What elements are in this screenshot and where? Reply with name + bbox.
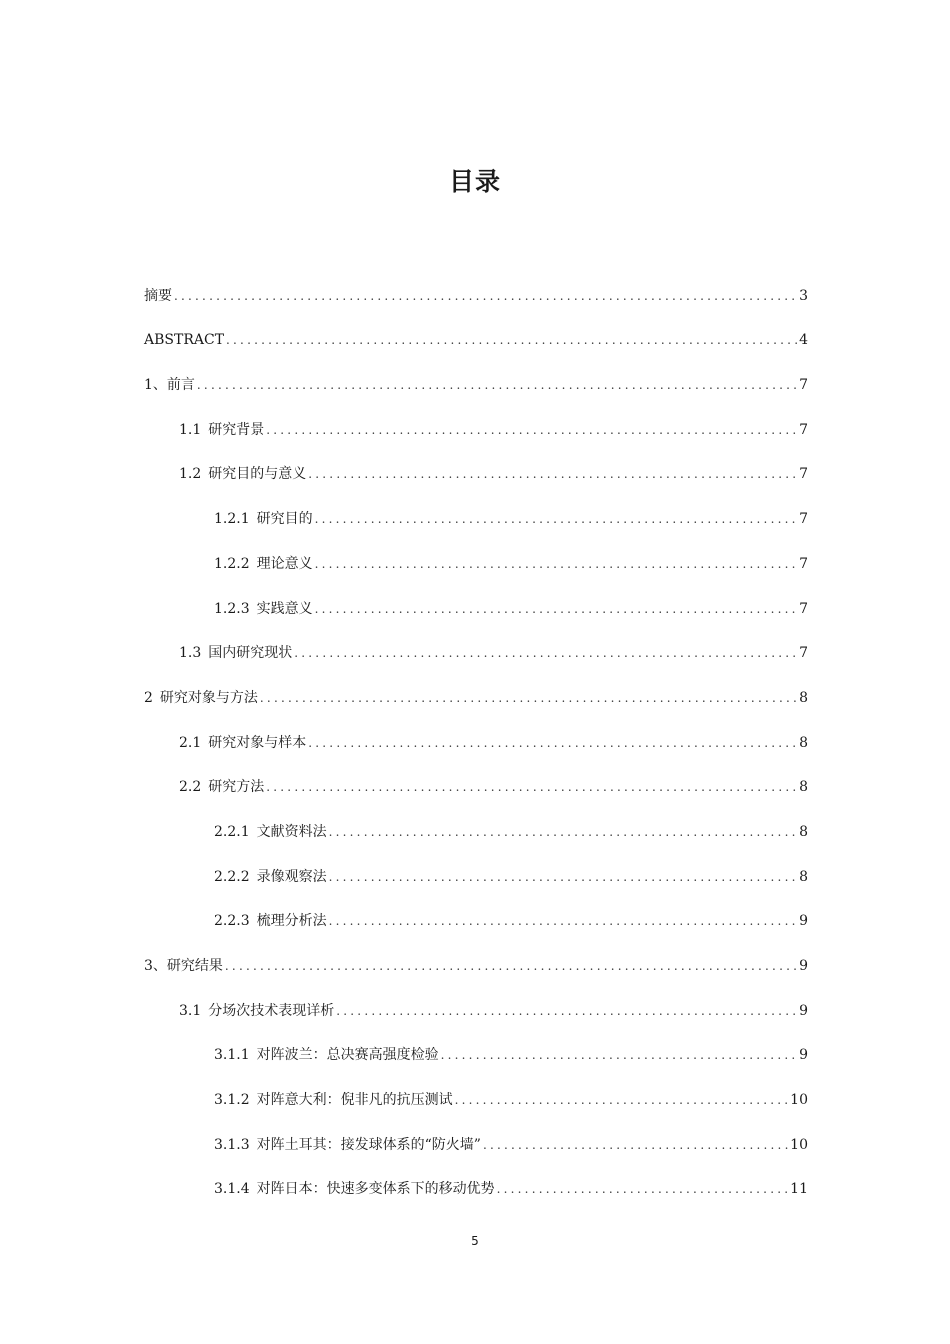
toc-entry[interactable]: [144, 668, 808, 713]
toc-dot-leader: [483, 1130, 788, 1160]
toc-entry-label: [214, 504, 315, 534]
toc-entry[interactable]: [144, 892, 808, 937]
toc-entry[interactable]: [144, 266, 808, 311]
toc-entry-number: 2.2.2: [214, 868, 250, 885]
toc-entry[interactable]: [144, 445, 808, 490]
toc-entry-number: 2: [144, 689, 153, 706]
toc-dot-leader: [329, 862, 797, 892]
toc-dot-leader: [308, 459, 797, 489]
toc-entry-text: 研究方法: [208, 779, 265, 796]
toc-entry[interactable]: [144, 802, 808, 847]
toc-dot-leader: [497, 1174, 789, 1204]
toc-dot-leader: [308, 728, 797, 758]
toc-entry-text: 文献资料法: [256, 823, 327, 840]
toc-entry-text: 摘要: [144, 287, 172, 304]
toc-entry-label: [179, 996, 336, 1026]
toc-entry-page: 4: [799, 332, 808, 349]
toc-entry-text: 研究目的: [256, 511, 313, 528]
toc-dot-leader: [315, 594, 797, 624]
toc-entry-label: [214, 549, 315, 579]
toc-entry[interactable]: [144, 981, 808, 1026]
toc-entry[interactable]: [144, 579, 808, 624]
toc-entry-number: 3.1.2: [214, 1092, 250, 1109]
toc-entry[interactable]: [144, 847, 808, 892]
toc-entry-page: 7: [799, 511, 808, 528]
toc-entry-number: 2.2: [179, 779, 202, 796]
toc-entry-label: [214, 817, 329, 847]
toc-entry-number: 2.1: [179, 734, 202, 751]
toc-entry-page: 7: [799, 377, 808, 394]
toc-entry-text: 录像观察法: [256, 868, 327, 885]
toc-entry-label: [179, 772, 266, 802]
toc-entry[interactable]: [144, 1026, 808, 1071]
toc-entry-text: 1、前言: [144, 377, 195, 394]
toc-entry-number: 3.1.4: [214, 1181, 250, 1198]
toc-entry-number: 1.2: [179, 466, 202, 483]
toc-entry-text: 研究目的与意义: [208, 466, 307, 483]
toc-entry-number: 3.1.3: [214, 1136, 250, 1153]
toc-dot-leader: [197, 370, 797, 400]
toc-entry-label: [214, 594, 315, 624]
toc-entry-label: [214, 1040, 441, 1070]
toc-entry[interactable]: [144, 534, 808, 579]
toc-entry-text: 国内研究现状: [208, 645, 293, 662]
toc-entry-text: 对阵土耳其：接发球体系的“防火墙”: [256, 1136, 481, 1153]
toc-entry-text: 研究背景: [208, 421, 265, 438]
toc-dot-leader: [225, 951, 797, 981]
toc-dot-leader: [315, 549, 797, 579]
toc-entry-text: 分场次技术表现详析: [208, 1002, 335, 1019]
toc-entry[interactable]: [144, 713, 808, 758]
toc-entry-number: 2.2.3: [214, 913, 250, 930]
toc-entry-label: [144, 281, 174, 311]
toc-entry[interactable]: [144, 311, 808, 356]
toc-entry-text: 对阵日本：快速多变体系下的移动优势: [256, 1181, 495, 1198]
toc-entry-label: [214, 906, 329, 936]
toc-entry-page: 9: [799, 913, 808, 930]
toc-entry-page: 8: [799, 734, 808, 751]
toc-entry[interactable]: [144, 400, 808, 445]
toc-entry[interactable]: [144, 489, 808, 534]
toc-dot-leader: [294, 638, 797, 668]
toc-entry[interactable]: [144, 758, 808, 803]
toc-entry-page: 7: [799, 645, 808, 662]
toc-dot-leader: [329, 817, 797, 847]
toc-entry-number: 1.2.1: [214, 511, 250, 528]
toc-entry-page: 11: [790, 1181, 808, 1198]
table-of-contents: [144, 266, 808, 1204]
toc-entry-text: 3、研究结果: [144, 958, 223, 974]
toc-entry-page: 9: [799, 958, 808, 974]
toc-entry-page: 7: [799, 555, 808, 572]
toc-entry[interactable]: [144, 1160, 808, 1205]
toc-entry-text: ABSTRACT: [144, 332, 225, 349]
toc-entry-label: [214, 1130, 483, 1160]
toc-dot-leader: [329, 906, 797, 936]
toc-entry-page: 8: [799, 823, 808, 840]
toc-entry-text: 梳理分析法: [256, 913, 327, 930]
toc-title: 目录: [448, 167, 501, 196]
toc-entry[interactable]: [144, 624, 808, 669]
page-number: 5: [471, 1234, 479, 1248]
toc-dot-leader: [315, 504, 797, 534]
toc-entry-number: 1.3: [179, 645, 202, 662]
toc-entry-label: [214, 862, 329, 892]
toc-entry-page: 8: [799, 689, 808, 706]
toc-dot-leader: [441, 1040, 797, 1070]
toc-entry-label: [179, 638, 294, 668]
toc-entry[interactable]: [144, 936, 808, 981]
toc-entry-label: [144, 683, 260, 713]
toc-entry-label: [214, 1174, 497, 1204]
toc-entry-text: 对阵波兰：总决赛高强度检验: [256, 1047, 439, 1064]
toc-entry-text: 实践意义: [256, 600, 313, 617]
toc-entry-page: 10: [790, 1092, 808, 1109]
toc-entry-label: [214, 1085, 455, 1115]
toc-entry-label: [179, 459, 308, 489]
toc-dot-leader: [260, 683, 797, 713]
toc-dot-leader: [336, 996, 797, 1026]
toc-entry[interactable]: [144, 1070, 808, 1115]
toc-dot-leader: [266, 415, 797, 445]
toc-dot-leader: [455, 1085, 789, 1115]
toc-entry-page: 8: [799, 868, 808, 885]
toc-entry-page: 3: [799, 287, 808, 304]
toc-entry-text: 理论意义: [256, 555, 313, 572]
toc-entry-label: [179, 415, 266, 445]
toc-entry-number: 3.1: [179, 1002, 202, 1019]
toc-entry-text: 对阵意大利：倪非凡的抗压测试: [256, 1092, 453, 1109]
toc-entry-number: 3.1.1: [214, 1047, 250, 1064]
toc-entry-page: 7: [799, 466, 808, 483]
toc-entry-text: 研究对象与样本: [208, 734, 307, 751]
toc-entry-label: [144, 370, 197, 400]
toc-dot-leader: [226, 325, 797, 355]
toc-entry-number: 1.1: [179, 421, 202, 438]
toc-entry-label: [144, 951, 225, 981]
toc-entry-page: 8: [799, 779, 808, 796]
toc-entry-number: 1.2.2: [214, 555, 250, 572]
toc-entry-page: 9: [799, 1047, 808, 1064]
toc-entry-label: [144, 325, 226, 355]
toc-dot-leader: [174, 281, 797, 311]
toc-entry-label: [179, 728, 308, 758]
toc-entry-number: 1.2.3: [214, 600, 250, 617]
toc-entry[interactable]: [144, 1115, 808, 1160]
toc-entry-page: 10: [790, 1136, 808, 1153]
toc-entry[interactable]: [144, 355, 808, 400]
toc-entry-page: 9: [799, 1002, 808, 1019]
toc-entry-number: 2.2.1: [214, 823, 250, 840]
toc-entry-page: 7: [799, 600, 808, 617]
toc-entry-page: 7: [799, 421, 808, 438]
toc-dot-leader: [266, 772, 797, 802]
toc-entry-text: 研究对象与方法: [159, 689, 258, 706]
